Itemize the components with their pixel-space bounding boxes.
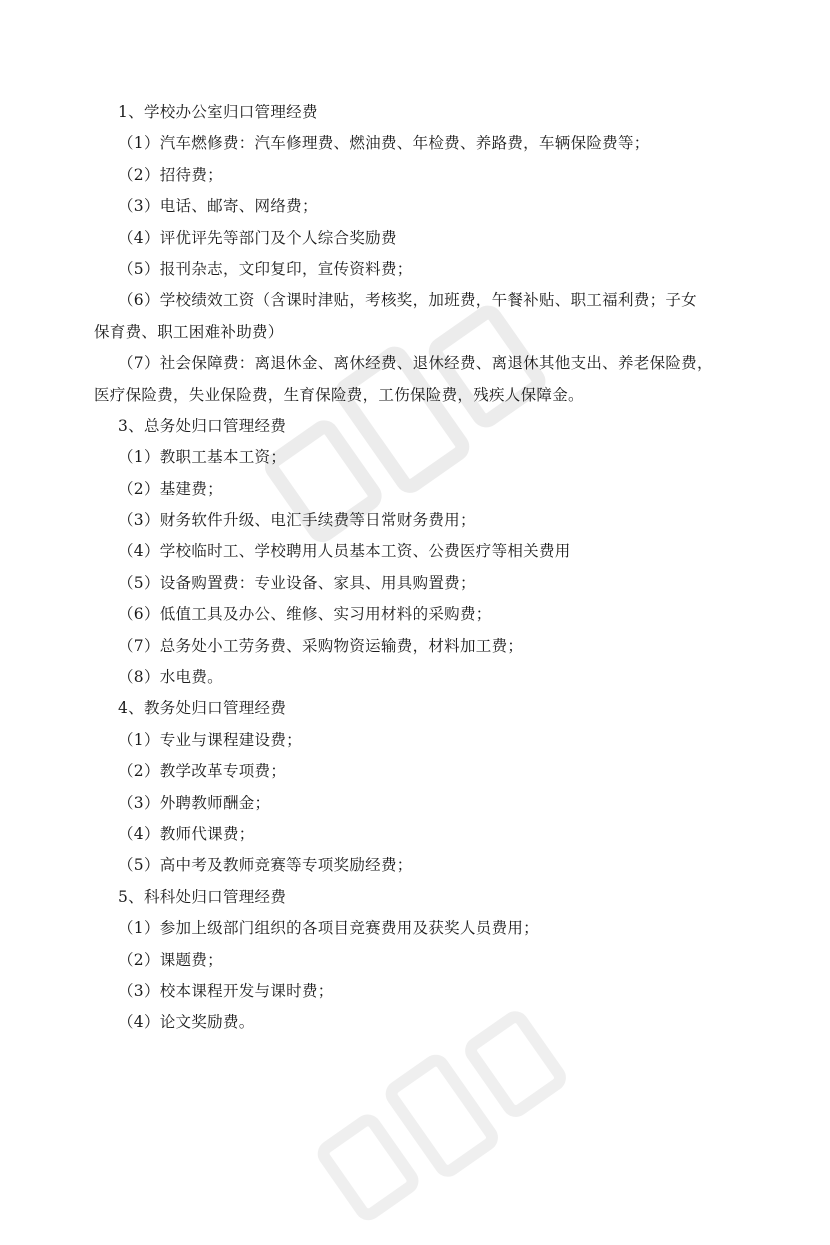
list-item: （3）电话、邮寄、网络费； (118, 197, 318, 216)
list-item: （2）基建费； (118, 479, 223, 498)
list-item: （5）设备购置费：专业设备、家具、用具购置费； (118, 573, 476, 592)
list-item: （1）汽车燃修费：汽车修理费、燃油费、年检费、养路费，车辆保险费等； (118, 134, 650, 153)
list-item: （5）高中考及教师竞赛等专项奖励经费； (118, 856, 413, 875)
section-heading-office: 1、学校办公室归口管理经费 (118, 103, 318, 121)
list-item: （2）招待费； (118, 165, 223, 184)
list-item: （3）财务软件升级、电汇手续费等日常财务费用； (118, 511, 476, 530)
list-item: （3）校本课程开发与课时费； (118, 981, 334, 1000)
list-item-continuation: 保育费、职工困难补助费） (94, 322, 284, 341)
list-item: （1）专业与课程建设费； (118, 730, 302, 749)
list-item: （5）报刊杂志，文印复印，宣传资料费； (118, 259, 413, 278)
list-item: （4）教师代课费； (118, 824, 255, 843)
list-item-continuation: 医疗保险费，失业保险费，生育保险费，工伤保险费，残疾人保障金。 (94, 385, 584, 404)
list-item: （4）学校临时工、学校聘用人员基本工资、公费医疗等相关费用 (118, 542, 571, 561)
list-item: （4）评优评先等部门及个人综合奖励费 (118, 228, 397, 247)
section-heading-research: 5、科科处归口管理经费 (118, 887, 287, 906)
list-item: （3）外聘教师酬金； (118, 793, 271, 812)
document-body (94, 97, 740, 1039)
section-heading-general-affairs: 3、总务处归口管理经费 (118, 416, 287, 435)
list-item: （4）论文奖励费。 (118, 1013, 255, 1032)
list-item: （7）总务处小工劳务费、采购物资运输费，材料加工费； (118, 636, 524, 655)
list-item: （2）教学改革专项费； (118, 762, 287, 781)
list-item: （6）学校绩效工资（含课时津贴，考核奖，加班费，午餐补贴、职工福利费；子女 (118, 291, 697, 310)
list-item: （1）参加上级部门组织的各项目竞赛费用及获奖人员费用； (118, 919, 539, 938)
list-item: （1）教职工基本工资； (118, 448, 287, 467)
list-item: （7）社会保障费：离退休金、离休经费、退休经费、离退休其他支出、养老保险费， (118, 354, 713, 373)
list-item: （6）低值工具及办公、维修、实习用材料的采购费； (118, 605, 492, 624)
list-item: （8）水电费。 (118, 668, 223, 687)
section-heading-academic-affairs: 4、教务处归口管理经费 (118, 699, 287, 718)
list-item: （2）课题费； (118, 950, 223, 969)
